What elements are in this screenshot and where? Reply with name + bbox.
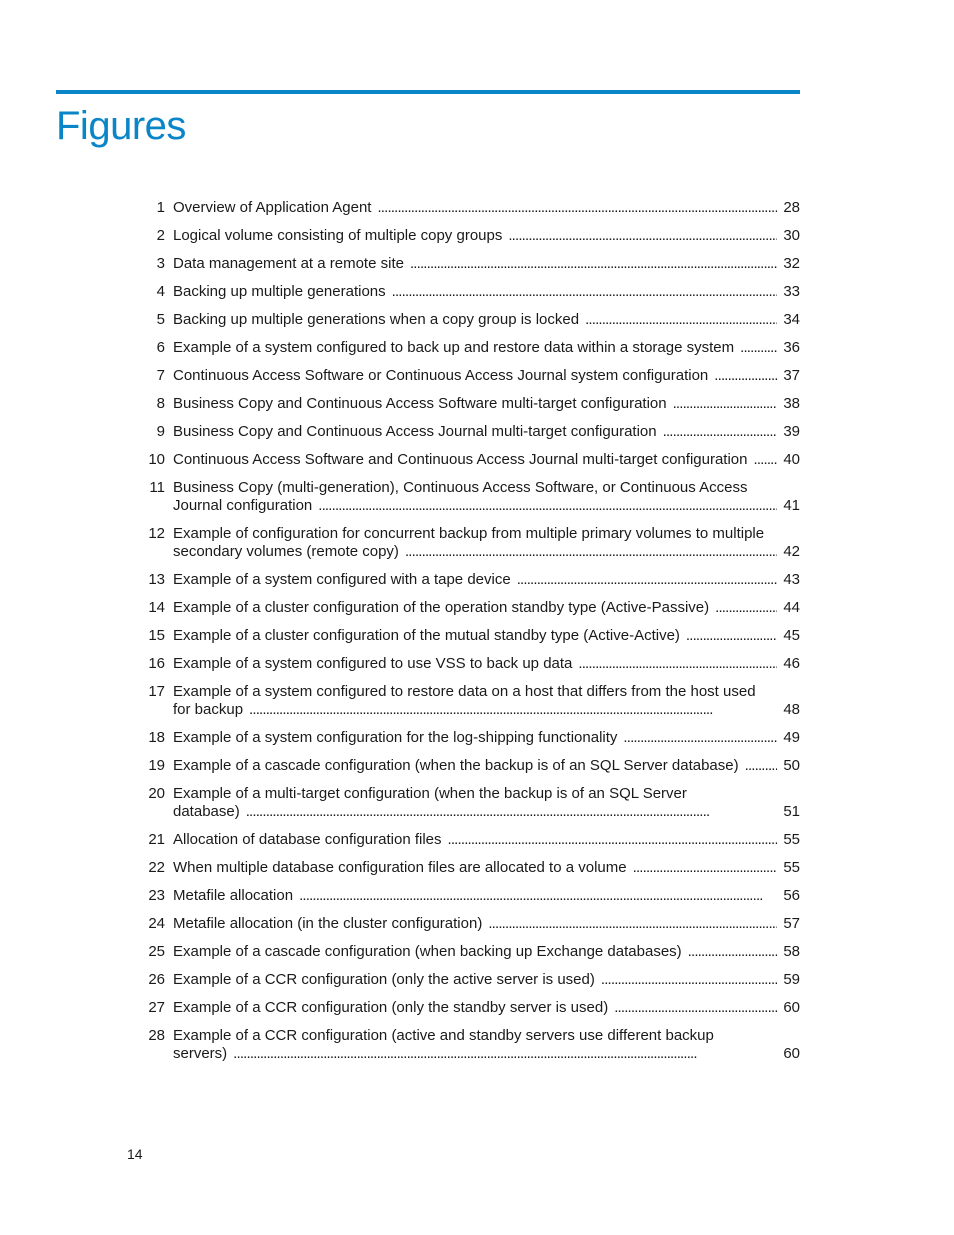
dot-leader [663,423,778,441]
figure-title: Business Copy and Continuous Access Software multi-target configuration [173,395,667,412]
figure-number: 22 [148,859,165,876]
figure-title: Backing up multiple generations [173,283,386,300]
figure-page-link[interactable]: 34 [783,311,800,328]
figure-title: When multiple database configuration files are allocated to a volume [173,859,627,876]
figure-page-link[interactable]: 60 [783,1045,800,1062]
figure-entry[interactable] [138,255,800,273]
figure-title: Overview of Application Agent [173,199,372,216]
figure-page-link[interactable]: 40 [783,451,800,468]
figure-page-link[interactable]: 37 [783,367,800,384]
figure-number: 17 [148,683,165,700]
dot-leader [688,943,778,961]
figure-number: 4 [156,283,165,300]
figure-entry[interactable] [138,525,800,561]
dot-leader [405,543,777,561]
dot-leader [249,701,777,719]
figure-number: 13 [148,571,165,588]
figure-title-line: Example of configuration for concurrent backup from multiple primary volumes to multiple [173,525,765,542]
figure-number: 16 [148,655,165,672]
dot-leader [448,831,778,849]
figure-number: 23 [148,887,165,904]
figure-page-link[interactable]: 30 [783,227,800,244]
dot-leader [299,887,777,905]
figure-page-link[interactable]: 60 [783,999,800,1016]
figure-entry[interactable] [138,479,800,515]
figure-title-line: Example of a system configured to restore data on a host that differs from the host used [173,683,756,700]
page-number: 14 [127,1146,143,1162]
figure-title: Example of a CCR configuration (only the standby server is used) [173,999,609,1016]
figure-title: Business Copy and Continuous Access Journal multi-target configuration [173,423,657,440]
figure-entry[interactable] [138,915,800,933]
figure-number: 18 [148,729,165,746]
dot-leader [488,915,777,933]
figure-title: Example of a system configured to use VSS to back up data [173,655,573,672]
figure-number: 12 [148,525,165,542]
figure-page-link[interactable]: 39 [783,423,800,440]
figure-title: Example of a system configured to back up and restore data within a storage system [173,339,735,356]
figure-entry[interactable] [138,887,800,905]
figure-number: 14 [148,599,165,616]
figure-entry[interactable] [138,571,800,589]
dot-leader [246,803,778,821]
figure-title: Example of a system configured with a tape device [173,571,511,588]
figure-entry[interactable] [138,227,800,245]
dot-leader [633,859,778,877]
dot-leader [318,497,777,515]
figure-number: 27 [148,999,165,1016]
dot-leader [623,729,777,747]
dot-leader [753,451,777,469]
figure-entry[interactable] [138,943,800,961]
figure-title: Metafile allocation (in the cluster configuration) [173,915,483,932]
figure-number: 28 [148,1027,165,1044]
figure-page-link[interactable]: 45 [783,627,800,644]
figure-page-link[interactable]: 38 [783,395,800,412]
dot-leader [740,339,777,357]
figure-entry[interactable] [138,311,800,329]
dot-leader [377,199,777,217]
figure-number: 9 [156,423,165,440]
figure-title: Metafile allocation [173,887,294,904]
dot-leader [233,1045,777,1063]
title-rule [56,90,800,94]
figure-number: 8 [156,395,165,412]
dot-leader [686,627,777,645]
figure-title: Example of a system configuration for the log-shipping functionality [173,729,618,746]
figure-title: Example of a cascade configuration (when the backup is of an SQL Server database) [173,757,739,774]
page-title: Figures [56,104,186,148]
figure-entry[interactable] [138,199,800,217]
figure-title: database) [173,803,240,820]
figure-page-link[interactable]: 50 [783,757,800,774]
figure-page-link[interactable]: 55 [783,859,800,876]
figure-page-link[interactable]: 49 [783,729,800,746]
figure-number: 19 [148,757,165,774]
figure-title: Allocation of database configuration files [173,831,442,848]
figure-page-link[interactable]: 44 [783,599,800,616]
figure-number: 15 [148,627,165,644]
figure-page-link[interactable]: 51 [783,803,800,820]
figure-number: 20 [148,785,165,802]
figure-entry[interactable] [138,859,800,877]
figure-number: 7 [156,367,165,384]
figure-entry[interactable] [138,683,800,719]
dot-leader [508,227,777,245]
figure-title-line: Example of a multi-target configuration (when the backup is of an SQL Server [173,785,687,802]
figure-page-link[interactable]: 58 [783,943,800,960]
figure-title-line: Example of a CCR configuration (active and standby servers use different backup [173,1027,714,1044]
figure-title: Continuous Access Software and Continuous Access Journal multi-target configuration [173,451,748,468]
figure-entry[interactable] [138,729,800,747]
figure-title: Example of a cascade configuration (when backing up Exchange databases) [173,943,682,960]
figure-title: servers) [173,1045,228,1062]
figure-number: 21 [148,831,165,848]
figure-entry[interactable] [138,831,800,849]
figure-page-link[interactable]: 36 [783,339,800,356]
figure-entry[interactable] [138,1027,800,1063]
figure-entry[interactable] [138,971,800,989]
dot-leader [714,367,777,385]
figure-entry[interactable] [138,395,800,413]
figure-title: Journal configuration [173,497,313,514]
figure-entry[interactable] [138,367,800,385]
figure-page-link[interactable]: 33 [783,283,800,300]
figure-entry[interactable] [138,423,800,441]
dot-leader [715,599,777,617]
figure-entry[interactable] [138,785,800,821]
figures-list [138,199,800,1073]
figure-title-line: Business Copy (multi-generation), Continuous Access Software, or Continuous Access [173,479,748,496]
figure-page-link[interactable]: 59 [783,971,800,988]
figure-number: 2 [156,227,165,244]
figure-number: 10 [148,451,165,468]
figure-entry[interactable] [138,655,800,673]
dot-leader [517,571,778,589]
figure-page-link[interactable]: 48 [783,701,800,718]
figure-number: 24 [148,915,165,932]
figure-page-link[interactable]: 46 [783,655,800,672]
figure-page-link[interactable]: 28 [783,199,800,216]
figure-entry[interactable] [138,757,800,775]
figure-page-link[interactable]: 56 [783,887,800,904]
figure-title: for backup [173,701,244,718]
figure-title: Example of a cluster configuration of the operation standby type (Active-Passive) [173,599,710,616]
figure-entry[interactable] [138,339,800,357]
dot-leader [585,311,777,329]
dot-leader [392,283,778,301]
dot-leader [578,655,777,673]
figure-number: 25 [148,943,165,960]
figure-number: 3 [156,255,165,272]
figure-entry[interactable] [138,999,800,1017]
figure-number: 11 [149,479,165,496]
figure-page-link[interactable]: 43 [783,571,800,588]
figure-page-link[interactable]: 55 [783,831,800,848]
figure-page-link[interactable]: 57 [783,915,800,932]
figure-page-link[interactable]: 41 [783,497,800,514]
figure-page-link[interactable]: 42 [783,543,800,560]
figure-title: Logical volume consisting of multiple copy groups [173,227,503,244]
figure-number: 6 [156,339,165,356]
figure-title: Continuous Access Software or Continuous Access Journal system configuration [173,367,709,384]
figure-entry[interactable] [138,283,800,301]
figure-title: Example of a cluster configuration of the mutual standby type (Active-Active) [173,627,680,644]
figure-entry[interactable] [138,627,800,645]
figure-title: secondary volumes (remote copy) [173,543,399,560]
dot-leader [601,971,777,989]
figure-title: Data management at a remote site [173,255,404,272]
figure-entry[interactable] [138,451,800,469]
dot-leader [614,999,777,1017]
figure-title: Example of a CCR configuration (only the active server is used) [173,971,595,988]
figure-number: 1 [156,199,165,216]
figure-number: 26 [148,971,165,988]
figure-entry[interactable] [138,599,800,617]
figure-title: Backing up multiple generations when a copy group is locked [173,311,580,328]
dot-leader [745,757,778,775]
figure-page-link[interactable]: 32 [783,255,800,272]
figure-number: 5 [156,311,165,328]
dot-leader [410,255,777,273]
dot-leader [673,395,778,413]
